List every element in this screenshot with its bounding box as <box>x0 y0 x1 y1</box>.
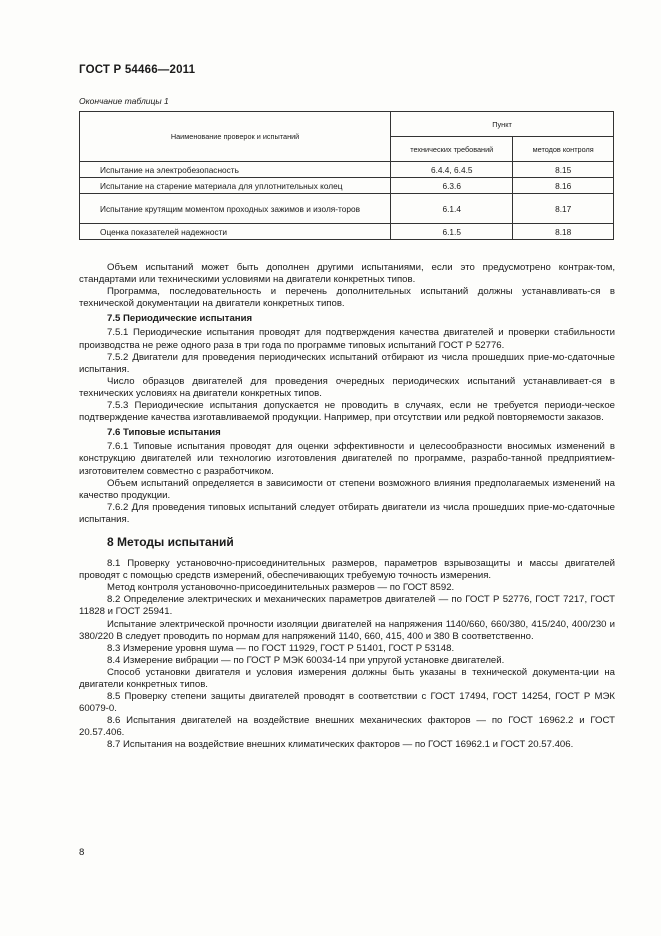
paragraph: 7.5.2 Двигатели для проведения периодических испытаний отбирают из числа прошедших прие-мо-сдаточные испытания. <box>79 351 615 375</box>
paragraph: 7.6.1 Типовые испытания проводят для оценки эффективности и целесообразности вносимых изменений в конструкцию двигателей или технологию изготовления двигателей по программе, разрабо-танной предприятием-изготовителем совместно с разработчиком. <box>79 441 615 477</box>
paragraph: Объем испытаний определяется в зависимости от степени возможного влияния предполагаемых изменений на качество продукции. <box>79 477 615 501</box>
paragraph: 8.2 Определение электрических и механических параметров двигателей — по ГОСТ Р 52776, ГОСТ 7217, ГОСТ 11828 и ГОСТ 25941. <box>79 594 615 618</box>
col-method-header: методов контроля <box>513 137 614 162</box>
row-name: Испытание на старение материала для уплотнительных колец <box>80 178 391 194</box>
row-method: 8.18 <box>513 224 614 240</box>
table-row <box>80 178 614 194</box>
paragraph: 8.3 Измерение уровня шума — по ГОСТ 11929, ГОСТ Р 51401, ГОСТ Р 53148. <box>107 642 455 654</box>
paragraph: Программа, последовательность и перечень дополнительных испытаний должны устанавливать-ся в технической документации на двигатели конкретных типов. <box>79 286 615 310</box>
table-row <box>80 194 614 224</box>
row-name: Оценка показателей надежности <box>80 224 391 240</box>
row-method: 8.15 <box>513 162 614 178</box>
paragraph: 8.5 Проверку степени защиты двигателей проводят в соответствии с ГОСТ 17494, ГОСТ 14254, ГОСТ Р МЭК 60079-0. <box>79 691 615 715</box>
paragraph: 7.6.2 Для проведения типовых испытаний следует отбирать двигатели из числа прошедших прие-мо-сдаточные испытания. <box>79 501 615 525</box>
paragraph: Метод контроля установочно-присоединительных размеров — по ГОСТ 8592. <box>107 582 455 594</box>
subsection-heading-7-6: 7.6 Типовые испытания <box>107 427 221 439</box>
document-header: ГОСТ Р 54466—2011 <box>79 64 196 76</box>
paragraph: 8.7 Испытания на воздействие внешних климатических факторов — по ГОСТ 16962.1 и ГОСТ 20.57.406. <box>107 739 574 751</box>
row-tech: 6.4.4, 6.4.5 <box>391 162 513 178</box>
row-method: 8.16 <box>513 178 614 194</box>
col-name-header: Наименование проверок и испытаний <box>80 112 391 162</box>
table-caption: Окончание таблицы 1 <box>79 96 169 106</box>
paragraph: 7.5.3 Периодические испытания допускается не проводить в случаях, если не требуется периоди-ческое подтверждение качества изготавливаемой продукции. Например, при отсутствии или редкой повторяемости заказов. <box>79 400 615 424</box>
paragraph: Число образцов двигателей для проведения очередных периодических испытаний устанавливает-ся в технических условиях на двигатели конкретных типов. <box>79 375 615 399</box>
subsection-heading-7-5: 7.5 Периодические испытания <box>107 313 253 325</box>
paragraph: 8.6 Испытания двигателей на воздействие внешних механических факторов — по ГОСТ 16962.2 и ГОСТ 20.57.406. <box>79 715 615 739</box>
col-group-header: Пункт <box>391 112 614 137</box>
row-name: Испытание на электробезопасность <box>80 162 391 178</box>
section-heading-8: 8 Методы испытаний <box>107 534 234 549</box>
row-tech: 6.1.4 <box>391 194 513 224</box>
paragraph: Испытание электрической прочности изоляции двигателей на напряжения 1140/660, 660/380, 415/240, 400/230 и 380/220 В следует проводить по нормам для напряжений 1140, 660, 415, 400 и 380 В соответственно. <box>79 618 615 642</box>
row-tech: 6.3.6 <box>391 178 513 194</box>
col-tech-header: технических требований <box>391 137 513 162</box>
paragraph: 7.5.1 Периодические испытания проводят для подтверждения качества двигателей и проверки стабильности производства не реже одного раза в три года по программе типовых испытаний ГОСТ Р 52776. <box>79 327 615 351</box>
table-row <box>80 224 614 240</box>
page-number: 8 <box>79 847 85 858</box>
paragraph: 8.4 Измерение вибрации — по ГОСТ Р МЭК 60034-14 при упругой установке двигателей. <box>107 654 505 666</box>
row-name: Испытание крутящим моментом проходных зажимов и изоля-торов <box>80 194 391 224</box>
paragraph: Объем испытаний может быть дополнен другими испытаниями, если это предусмотрено контрак-том, стандартами или техническими условиями на двигатели конкретных типов. <box>79 262 615 286</box>
requirements-table <box>79 111 614 240</box>
paragraph: 8.1 Проверку установочно-присоединительных размеров, параметров взрывозащиты и массы двигателей проводят с помощью средств измерений, обеспечивающих требуемую точность измерения. <box>79 558 615 582</box>
body-text <box>79 262 615 752</box>
row-method: 8.17 <box>513 194 614 224</box>
paragraph: Способ установки двигателя и условия измерения должны быть указаны в технической документа-ции на двигатели конкретных типов. <box>79 666 615 690</box>
table-row <box>80 162 614 178</box>
row-tech: 6.1.5 <box>391 224 513 240</box>
